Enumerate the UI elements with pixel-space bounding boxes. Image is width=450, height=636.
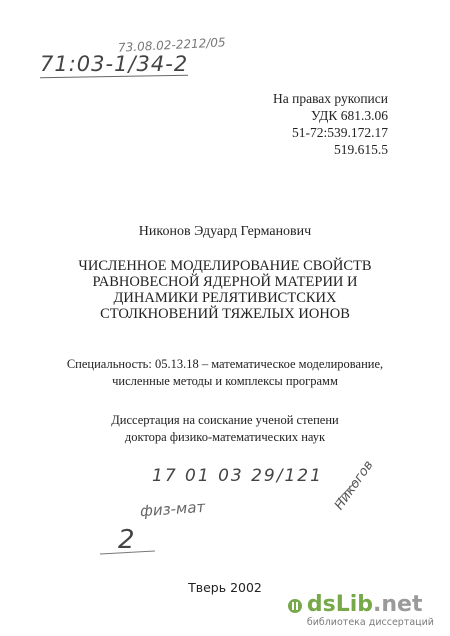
signature-swoosh-icon [332,478,360,506]
handwritten-mark: 2 [118,525,135,555]
logo-ds: ds [306,592,336,617]
handwritten-top-note: 73.08.02-2212/05 [117,35,226,55]
manuscript-rights-label: На правах рукописи [272,91,388,106]
dissertation-title [0,258,450,322]
classification-code-2: 519.615.5 [334,142,388,157]
specialty-line: численные методы и комплексы программ [112,374,338,388]
classification-block [273,90,388,158]
handwritten-date: 17 01 03 29/121 [152,466,323,486]
city-year: Тверь 2002 [188,580,262,595]
logo-lib: Lib [335,592,373,617]
specialty-block [0,356,450,390]
dslib-subtitle: библиотека диссертаций [306,617,434,628]
dslib-logo-icon [287,598,303,614]
degree-block [0,412,450,446]
dslib-watermark[interactable] [307,594,434,628]
udk-code: УДК 681.3.06 [310,108,388,123]
dslib-logo-text [307,594,434,616]
title-line: ДИНАМИКИ РЕЛЯТИВИСТСКИХ [113,290,337,306]
degree-line: доктора физико-математических наук [124,430,326,444]
handwritten-signature: Никогов [331,458,377,513]
handwritten-archive-code: 71:03-1/34-2 [40,52,189,76]
classification-code-1: 51-72:539.172.17 [292,125,388,140]
title-line: ЧИСЛЕННОЕ МОДЕЛИРОВАНИЕ СВОЙСТВ [78,258,372,274]
logo-net: .net [373,592,423,617]
handwritten-note: физ-мат [139,497,206,521]
title-line: СТОЛКНОВЕНИЙ ТЯЖЕЛЫХ ИОНОВ [100,306,350,322]
title-line: РАВНОВЕСНОЙ ЯДЕРНОЙ МАТЕРИИ И [92,274,358,290]
author-name: Никонов Эдуард Германович [138,224,312,239]
specialty-line: Специальность: 05.13.18 – математическое моделирование, [66,357,384,371]
degree-line: Диссертация на соискание ученой степени [111,413,339,427]
